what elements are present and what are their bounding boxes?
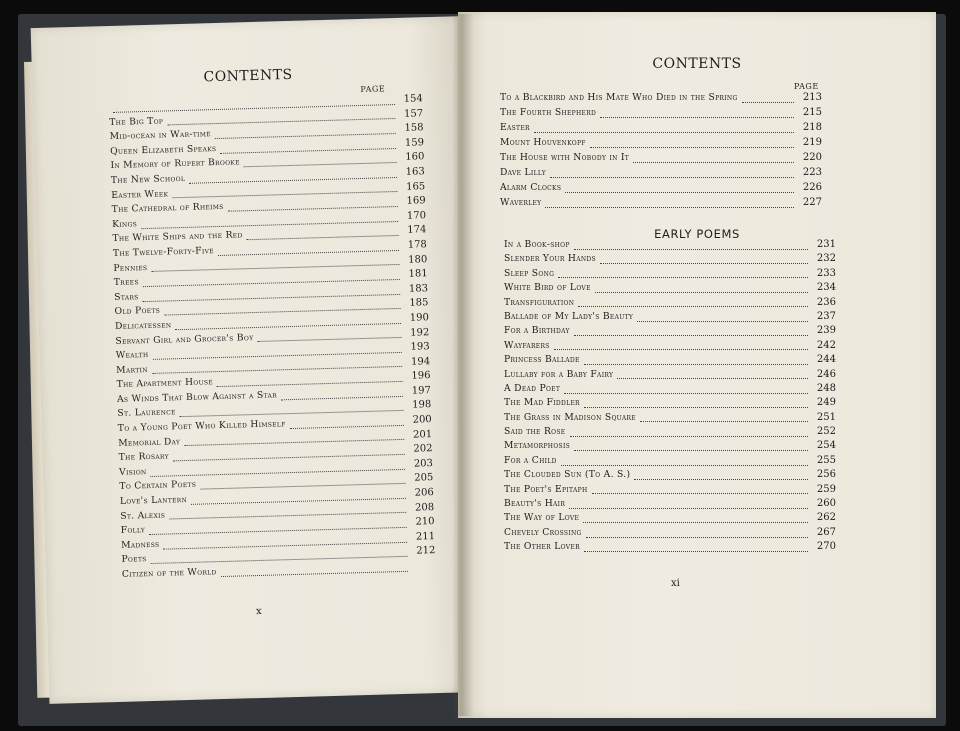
dot-leader [592,493,809,494]
toc-entry-page-number: 226 [802,182,822,193]
toc-entry-page-number: 246 [816,368,836,380]
dot-leader [569,508,808,509]
dot-leader [281,396,403,400]
left-toc-list [109,93,436,583]
toc-entry-title: Lullaby for a Baby Fairy [504,368,614,380]
toc-entry [504,369,836,383]
toc-entry-title: The Fourth Shepherd [500,107,597,118]
toc-entry [504,253,836,267]
toc-entry-page-number: 206 [414,487,434,499]
toc-entry-title: The House with Nobody in It [500,152,630,163]
toc-entry-page-number: 178 [407,239,427,251]
toc-entry-title: Poets [121,553,147,566]
toc-entry-page-number: 198 [412,399,432,412]
dot-leader [565,192,794,193]
toc-entry-page-number: 169 [406,195,426,207]
toc-entry [504,512,836,526]
toc-entry-title: Old Poets [114,304,161,318]
dot-leader [574,249,808,250]
toc-entry-title: To Certain Poets [119,479,197,493]
toc-entry [500,92,822,107]
toc-entry-title: The Poet's Epitaph [504,483,588,495]
toc-entry-page-number: 212 [416,545,436,558]
toc-entry-page-number: 256 [816,469,836,481]
toc-entry [504,383,836,397]
toc-entry-page-number: 259 [816,483,836,495]
toc-entry-page-number: 252 [816,426,836,438]
toc-entry-title: To a Young Poet Who Killed Himself [117,418,286,434]
toc-entry-title: Slender Your Hands [504,253,596,265]
toc-entry-title: The White Ships and the Red [112,229,243,245]
toc-entry-title: Vision [118,465,147,478]
toc-entry [504,455,836,469]
toc-entry-page-number: 210 [415,516,435,528]
left-page-folio: x [255,605,262,618]
dot-leader [564,393,808,394]
toc-entry-page-number: 227 [802,197,822,208]
dot-leader [595,292,808,293]
toc-entry-page-number: 183 [408,282,429,295]
toc-entry-page-number: 194 [410,355,431,368]
toc-entry [504,440,836,454]
toc-entry-title: Folly [120,524,146,537]
toc-entry-page-number: 213 [802,92,822,103]
toc-entry-page-number: 260 [816,498,836,510]
right-page-title: CONTENTS [652,56,742,72]
toc-entry-title: A Dead Poet [504,382,561,394]
dot-leader [561,465,808,466]
toc-entry-page-number: 223 [802,167,822,178]
toc-entry-page-number: 215 [802,107,822,118]
toc-entry-page-number: 218 [802,122,822,133]
toc-entry-page-number: 244 [816,354,836,366]
toc-entry-title: For a Child [504,454,557,466]
toc-entry-page-number: 270 [816,541,836,553]
right-page-folio: xi [671,578,680,589]
right-page-column-label: PAGE [794,82,819,91]
toc-entry-title: White Bird of Love [504,282,591,294]
toc-entry-title: Citizen of the World [121,566,217,580]
toc-entry-page-number: 242 [816,339,836,351]
toc-entry-page-number: 190 [409,312,430,324]
toc-entry-title: Memorial Day [118,435,181,449]
dot-leader [534,132,794,133]
toc-entry-title: Ballade of My Lady's Beauty [504,310,634,322]
toc-entry-page-number: 160 [405,151,425,164]
toc-entry-title: Stars [114,290,139,303]
toc-entry-title: The Cathedral of Rheims [111,201,224,216]
toc-entry-title: The Way of Love [504,512,580,524]
early-poems-heading: EARLY POEMS [654,227,740,241]
toc-entry-page-number: 255 [816,454,836,466]
toc-entry-page-number: 237 [816,310,836,322]
toc-entry-title: Easter [500,122,530,133]
dot-leader [584,551,808,552]
toc-entry-title: To a Blackbird and His Mate Who Died in the Spring [500,92,738,103]
toc-entry-page-number: 254 [816,440,836,452]
toc-entry-page-number: 165 [405,180,426,193]
toc-entry-title: Beauty's Hair [504,498,566,510]
dot-leader [600,263,808,264]
toc-entry-page-number [412,568,436,569]
toc-entry-title: The Grass in Madison Square [504,411,636,423]
toc-entry-page-number: 231 [816,239,836,250]
toc-entry [504,340,836,354]
left-page-column-label: PAGE [360,84,386,94]
toc-entry-page-number: 234 [816,282,836,294]
toc-entry-page-number: 267 [816,526,836,538]
toc-entry-page-number: 163 [405,166,425,178]
toc-entry-title: The Other Lover [504,541,580,553]
dot-leader [574,450,808,451]
dot-leader [550,177,794,178]
toc-entry-page-number: 157 [403,107,424,120]
toc-entry-title: The Mad Fiddler [504,397,580,409]
toc-entry-page-number: 262 [816,512,836,524]
toc-entry-title: St. Laurence [117,406,176,420]
toc-entry [504,541,836,555]
toc-entry-page-number: 185 [409,297,429,310]
toc-entry-title: The Rosary [118,450,170,464]
toc-entry-page-number: 239 [816,325,836,337]
early-poems-toc-list [504,239,836,556]
toc-entry-page-number: 192 [410,326,430,339]
toc-entry-title: Waverley [500,197,542,208]
dot-leader [586,537,808,538]
toc-entry-page-number: 220 [802,152,822,163]
dot-leader [617,378,808,379]
toc-entry [504,297,836,311]
toc-entry-title: Sleep Song [504,267,555,279]
toc-entry-page-number: 236 [816,296,836,308]
toc-entry-title: Delicatessen [114,319,172,332]
toc-entry-page-number: 251 [816,411,836,423]
toc-entry-title: Servant Girl and Grocer's Boy [115,331,254,347]
dot-leader [578,306,808,307]
toc-entry [504,484,836,498]
dot-leader [545,207,794,208]
toc-entry-title: Easter Week [111,187,169,201]
toc-entry-page-number: 154 [403,93,423,105]
toc-entry-page-number: 232 [816,253,836,265]
toc-entry [504,397,836,411]
toc-entry-page-number: 180 [408,253,428,266]
toc-entry-title: Dave Lilly [500,167,547,178]
toc-entry-title: For a Birthday [504,325,570,337]
dot-leader [570,436,809,437]
dot-leader [637,321,808,322]
toc-entry-page-number: 249 [816,397,836,409]
toc-entry-page-number: 201 [412,428,433,441]
toc-entry-title: In a Book-shop [504,239,570,250]
toc-entry-title: Metamorphosis [504,440,571,452]
toc-entry-title: As Winds That Blow Against a Star [116,389,278,405]
dot-leader [221,571,408,577]
toc-entry-title: Chevely Crossing [504,526,582,538]
toc-entry-title: Transfiguration [504,296,575,308]
toc-entry-page-number: 233 [816,267,836,279]
toc-entry-page-number: 248 [816,382,836,394]
right-page [458,12,936,718]
dot-leader [558,277,808,278]
dot-leader [583,522,808,523]
toc-entry-page-number: 197 [411,385,432,397]
left-page-title: CONTENTS [203,66,293,86]
toc-entry-title: Queen Elizabeth Speaks [109,142,217,157]
toc-entry-title: Mid-ocean in War-time [109,128,212,143]
toc-entry [504,325,836,339]
dot-leader [584,407,808,408]
toc-entry-title: Martin [116,363,148,376]
toc-entry-title: Pennies [113,261,148,274]
toc-entry [500,122,822,137]
toc-entry-page-number: 159 [404,137,425,149]
dot-leader [584,364,808,365]
dot-leader [257,337,401,342]
toc-entry-title: Said the Rose [504,426,566,438]
dot-leader [290,425,404,429]
toc-entry-page-number: 203 [413,457,434,470]
toc-entry-page-number: 208 [414,501,435,514]
toc-entry [504,498,836,512]
toc-entry-title: Trees [113,276,139,289]
toc-entry-title: The Twelve-Forty-Five [112,245,215,259]
toc-entry [500,167,822,182]
toc-entry [504,311,836,325]
dot-leader [600,117,794,118]
dot-leader [590,147,794,148]
toc-entry [504,469,836,483]
toc-entry-title: Wealth [115,349,149,362]
toc-entry-title: The Clouded Sun (To A. S.) [504,469,631,481]
left-page [31,16,482,704]
toc-entry-title: The Apartment House [116,376,214,391]
toc-entry-title: Alarm Clocks [500,182,562,193]
toc-entry [504,268,836,282]
dot-leader [554,349,808,350]
right-toc-list [500,92,822,212]
dot-leader [574,335,808,336]
toc-entry-page-number: 196 [411,370,431,382]
toc-entry [504,412,836,426]
toc-entry-page-number: 181 [408,268,428,280]
toc-entry [500,197,822,212]
toc-entry-page-number: 219 [802,137,822,148]
toc-entry [504,426,836,440]
toc-entry-title: Kings [111,218,138,230]
toc-entry-title: Madness [120,538,160,551]
toc-entry-page-number: 170 [406,209,427,222]
toc-entry-page-number: 158 [404,122,424,134]
toc-entry-title: Princess Ballade [504,354,580,366]
toc-entry-title: St. Alexis [120,509,166,522]
toc-entry-page-number: 200 [412,414,432,426]
toc-entry-page-number: 205 [414,472,434,485]
toc-entry [500,152,822,167]
toc-entry-title: Mount Houvenkopf [500,137,586,148]
book-gutter [452,14,474,716]
toc-entry [504,527,836,541]
toc-entry-page-number: 202 [413,443,433,455]
dot-leader [640,421,808,422]
toc-entry-page-number: 174 [407,224,427,237]
toc-entry-title: The New School [110,172,186,186]
toc-entry [500,182,822,197]
toc-entry [500,137,822,152]
toc-entry-page-number: 211 [415,530,436,543]
toc-entry [500,107,822,122]
toc-entry [504,354,836,368]
toc-entry-title: Wayfarers [504,339,550,351]
dot-leader [742,102,794,103]
toc-entry-title: The Big Top [109,115,164,128]
toc-entry-title: Love's Lantern [119,494,188,507]
dot-leader [634,479,808,480]
toc-entry [504,282,836,296]
toc-entry [504,239,836,253]
toc-entry-title: In Memory of Rupert Brooke [110,156,241,172]
toc-entry-page-number: 193 [410,341,430,353]
dot-leader [633,162,794,163]
